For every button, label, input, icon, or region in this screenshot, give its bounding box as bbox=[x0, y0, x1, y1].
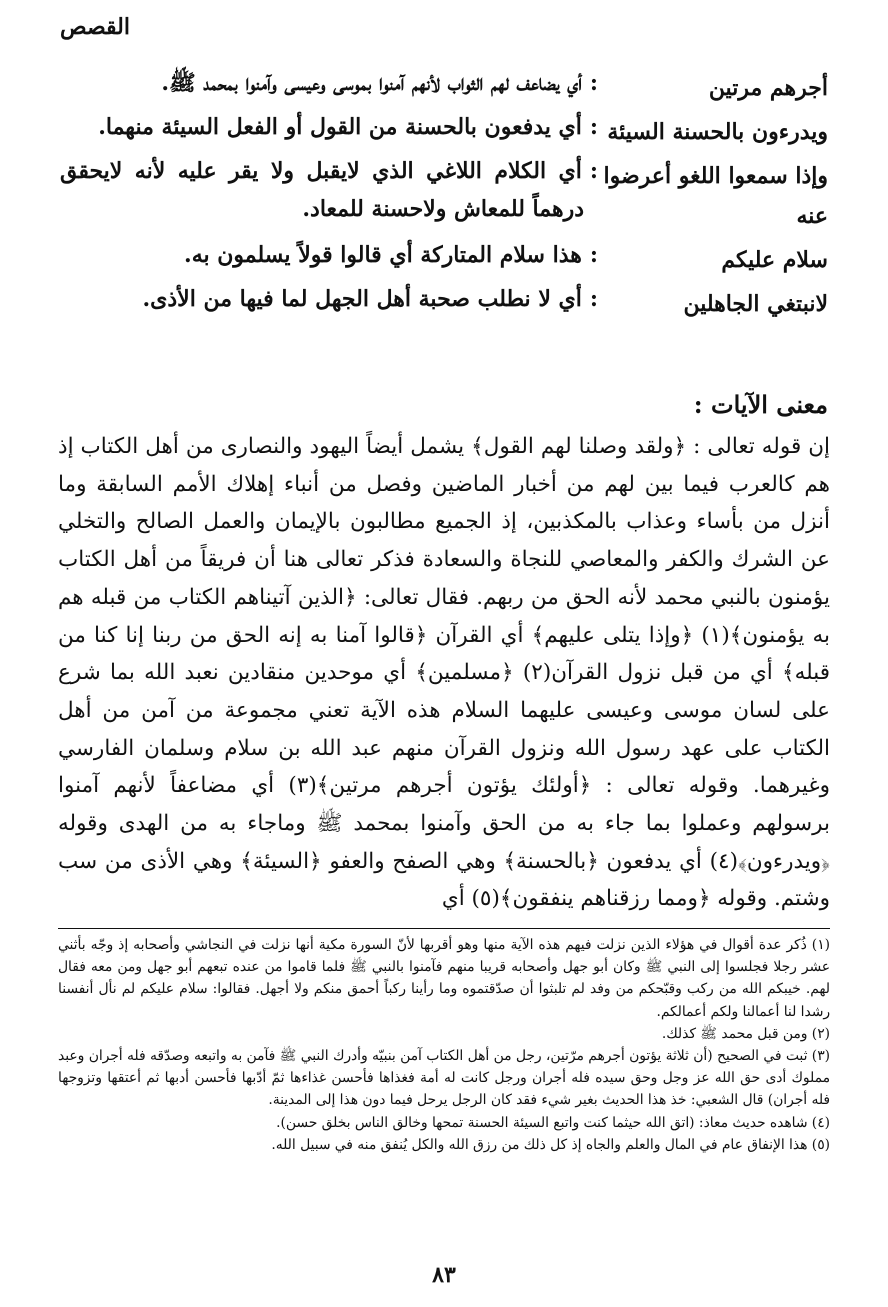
commentary-paragraph: إن قوله تعالى : ﴿ولقد وصلنا لهم القول﴾ يشمل أيضاً اليهود والنصارى من أهل الكتاب إذ هم كالعرب فيما بين لهم من أخبار الماضين وفصل من أنباء إهلاك الأمم السابقة وما أنزل من بأساء وعذاب بالمكذبين، إذ الجميع مطالبون بالإيمان والعمل الصالح والتخلي عن الشرك والكفر والمعاصي للنجاة والسعادة فذكر تعالى هنا أن فريقاً من أهل الكتاب يؤمنون بالنبي محمد لأنه الحق من ربهم. فقال تعالى: ﴿الذين آتيناهم الكتاب من قبله هم به يؤمنون﴾(١) ﴿وإذا يتلى عليهم﴾ أي القرآن ﴿قالوا آمنا به إنه الحق من ربنا إنا كنا من قبله﴾ أي من قبل نزول القرآن(٢) ﴿مسلمين﴾ أي موحدين منقادين نعبد الله بما شرع على لسان موسى وعيسى عليهما السلام هذه الآية تعني مجموعة من آمن من أهل الكتاب على عهد رسول الله ونزول القرآن منهم عبد الله بن سلام وسلمان الفارسي وغيرهما. وقوله تعالى : ﴿أولئك يؤتون أجرهم مرتين﴾(٣) أي مضاعفاً لأنهم آمنوا برسولهم وعملوا بما جاء به من الحق وآمنوا بمحمد ﷺ وماجاء به من الهدى وقوله ﴿ويدرءون﴾(٤) أي يدفعون ﴿بالحسنة﴾ وهي الصفح والعفو ﴿السيئة﴾ وهي الأذى من سب وشتم. وقوله ﴿ومما رزقناهم ينفقون﴾(٥) أي bbox=[58, 434, 830, 912]
footnote: (٤) شاهده حديث معاذ: (اتق الله حيثما كنت واتبع السيئة الحسنة تمحها وخالق الناس بخلق حسن). bbox=[276, 1114, 830, 1131]
page-number: ٨٣ bbox=[432, 1262, 456, 1288]
glossary-term: لانبتغي الجاهلين bbox=[683, 291, 828, 317]
section-title: معنى الآيات : bbox=[693, 390, 828, 419]
glossary-row bbox=[60, 152, 828, 236]
glossary-definition: :أي يدفعون بالحسنة من القول أو الفعل السيئة منهما. bbox=[98, 114, 598, 140]
glossary bbox=[60, 64, 828, 324]
footnote: (٣) ثبت في الصحيح (أن ثلاثة يؤتون أجرهم مرّتين، رجل من أهل الكتاب آمن بنبيّه وأدرك النبي ﷺ فآمن به واتبعه وصدّقه فله أجران وعبد مملوك أدى حق الله عز وجل وحق سيده فله أجران ورجل كانت له أمة فغذاها فأحسن غذاءها ثمّ أدّبها فأحسن أدبها ثم أعتقها وتزوجها فله أجران) قال الشعبي: خذ هذا الحديث بغير شيء فقد كان الرجل يرحل فيما دون هذا إلى المدينة. bbox=[58, 1048, 830, 1109]
footnote-divider bbox=[58, 928, 830, 929]
glossary-row bbox=[60, 280, 828, 324]
glossary-definition: :أي الكلام اللاغي الذي لايقبل ولا يقر عليه لأنه لايحقق درهماً للمعاش ولاحسنة للمعاد. bbox=[60, 158, 598, 222]
glossary-row bbox=[60, 236, 828, 280]
glossary-definition: :هذا سلام المتاركة أي قالوا قولاً يسلمون به. bbox=[184, 242, 598, 268]
running-header: القصص bbox=[60, 14, 130, 40]
glossary-term: وإذا سمعوا اللغو أعرضوا عنه bbox=[603, 163, 828, 229]
glossary-row bbox=[60, 64, 828, 108]
glossary-term: سلام عليكم bbox=[721, 247, 828, 273]
footnotes bbox=[58, 934, 830, 1156]
footnote: (١) ذُكر عدة أقوال في هؤلاء الذين نزلت فيهم هذه الآية منها وهو أقربها لأنّ السورة مكية أنها نزلت في النجاشي وأصحابه إذ وجّه بأثني عشر رجلا فجلسوا إلى النبي ﷺ وكان أبو جهل وأصحابه قريبا منهم فآمنوا بالنبي ﷺ فلما قاموا من عنده تبعهم أبو جهل ومن معه فقال لهم. خيبكم الله من ركب وقبّحكم من وفد لم تلبثوا أن صدّقتموه وما رأينا ركباً أحمق منكم ولا أجهل. فقالوا: سلام عليكم لم نأل أنفسنا رشدا لنا أعمالنا ولكم أعمالكم. bbox=[58, 937, 830, 1020]
footnote: (٢) ومن قبل محمد ﷺ كذلك. bbox=[661, 1025, 830, 1042]
commentary-text bbox=[58, 428, 830, 918]
glossary-definition: :أي يضاعف لهم الثواب لأنهم آمنوا بموسى وعيسى وآمنوا بمحمد ﷺ. bbox=[161, 70, 598, 96]
glossary-term: ويدرءون بالحسنة السيئة bbox=[607, 119, 828, 145]
glossary-row bbox=[60, 108, 828, 152]
glossary-definition: :أي لا نطلب صحبة أهل الجهل لما فيها من الأذى. bbox=[142, 286, 598, 312]
glossary-term: أجرهم مرتين bbox=[708, 75, 828, 101]
footnote: (٥) هذا الإنفاق عام في المال والعلم والجاه إذ كل ذلك من رزق الله والكل يُنفق منه في سبيل الله. bbox=[271, 1136, 830, 1153]
